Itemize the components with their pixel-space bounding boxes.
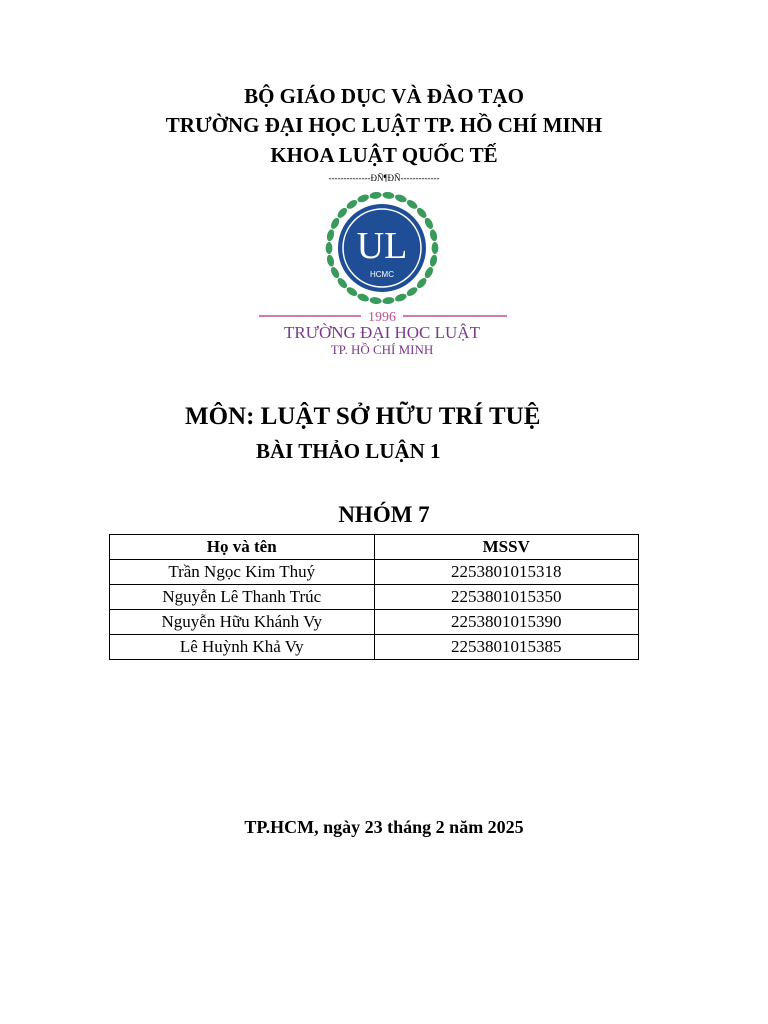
member-student-id: 2253801015318 bbox=[374, 560, 639, 585]
leaf-icon bbox=[326, 242, 333, 254]
member-student-id: 2253801015390 bbox=[374, 610, 639, 635]
logo-name-line2: TP. HỒ CHÍ MINH bbox=[330, 342, 434, 357]
decorative-separator: --------------ĐÑ¶ĐÑ------------- bbox=[328, 173, 440, 183]
leaf-icon bbox=[394, 193, 408, 204]
column-header-student-id: MSSV bbox=[374, 535, 639, 560]
leaf-icon bbox=[326, 254, 335, 267]
member-name: Nguyễn Hữu Khánh Vy bbox=[110, 610, 375, 635]
university-logo bbox=[255, 192, 513, 360]
leaf-icon bbox=[423, 266, 435, 280]
leaf-icon bbox=[429, 229, 438, 242]
column-header-name: Họ và tên bbox=[110, 535, 375, 560]
logo-badge-text: HCMC bbox=[370, 270, 394, 279]
table-row bbox=[110, 635, 639, 660]
logo-year: 1996 bbox=[368, 310, 396, 325]
leaf-icon bbox=[329, 266, 341, 280]
table-row bbox=[110, 610, 639, 635]
group-title: NHÓM 7 bbox=[338, 502, 430, 527]
members-table bbox=[109, 534, 639, 660]
table-row bbox=[110, 585, 639, 610]
leaf-icon bbox=[405, 285, 419, 297]
date-line: TP.HCM, ngày 23 tháng 2 năm 2025 bbox=[244, 817, 524, 837]
leaf-icon bbox=[336, 206, 349, 219]
leaf-icon bbox=[326, 229, 335, 242]
member-name: Nguyễn Lê Thanh Trúc bbox=[110, 585, 375, 610]
leaf-icon bbox=[382, 297, 395, 305]
member-name: Lê Huỳnh Khả Vy bbox=[110, 635, 375, 660]
leaf-icon bbox=[356, 292, 370, 303]
subject-title: MÔN: LUẬT SỞ HỮU TRÍ TUỆ bbox=[185, 403, 541, 430]
leaf-icon bbox=[356, 193, 370, 204]
leaf-icon bbox=[423, 217, 435, 231]
leaf-icon bbox=[429, 254, 438, 267]
leaf-icon bbox=[329, 217, 341, 231]
leaf-icon bbox=[369, 297, 382, 305]
table-row bbox=[110, 560, 639, 585]
leaf-icon bbox=[415, 206, 428, 219]
leaf-icon bbox=[405, 198, 419, 210]
member-student-id: 2253801015385 bbox=[374, 635, 639, 660]
logo-name-line1: TRƯỜNG ĐẠI HỌC LUẬT bbox=[284, 323, 480, 342]
leaf-icon bbox=[336, 276, 349, 289]
discussion-title: BÀI THẢO LUẬN 1 bbox=[256, 439, 441, 463]
leaf-icon bbox=[382, 192, 395, 199]
university-heading: TRƯỜNG ĐẠI HỌC LUẬT TP. HỒ CHÍ MINH bbox=[165, 113, 603, 137]
logo-monogram: UL bbox=[356, 225, 408, 267]
leaf-icon bbox=[345, 285, 359, 297]
leaf-icon bbox=[432, 242, 439, 254]
faculty-heading: KHOA LUẬT QUỐC TẾ bbox=[270, 143, 498, 167]
leaf-icon bbox=[369, 192, 382, 199]
table-header-row bbox=[110, 535, 639, 560]
leaf-icon bbox=[345, 198, 359, 210]
member-student-id: 2253801015350 bbox=[374, 585, 639, 610]
leaf-icon bbox=[394, 292, 408, 303]
ministry-heading: BỘ GIÁO DỤC VÀ ĐÀO TẠO bbox=[244, 84, 524, 108]
leaf-icon bbox=[415, 276, 428, 289]
member-name: Trần Ngọc Kim Thuý bbox=[110, 560, 375, 585]
